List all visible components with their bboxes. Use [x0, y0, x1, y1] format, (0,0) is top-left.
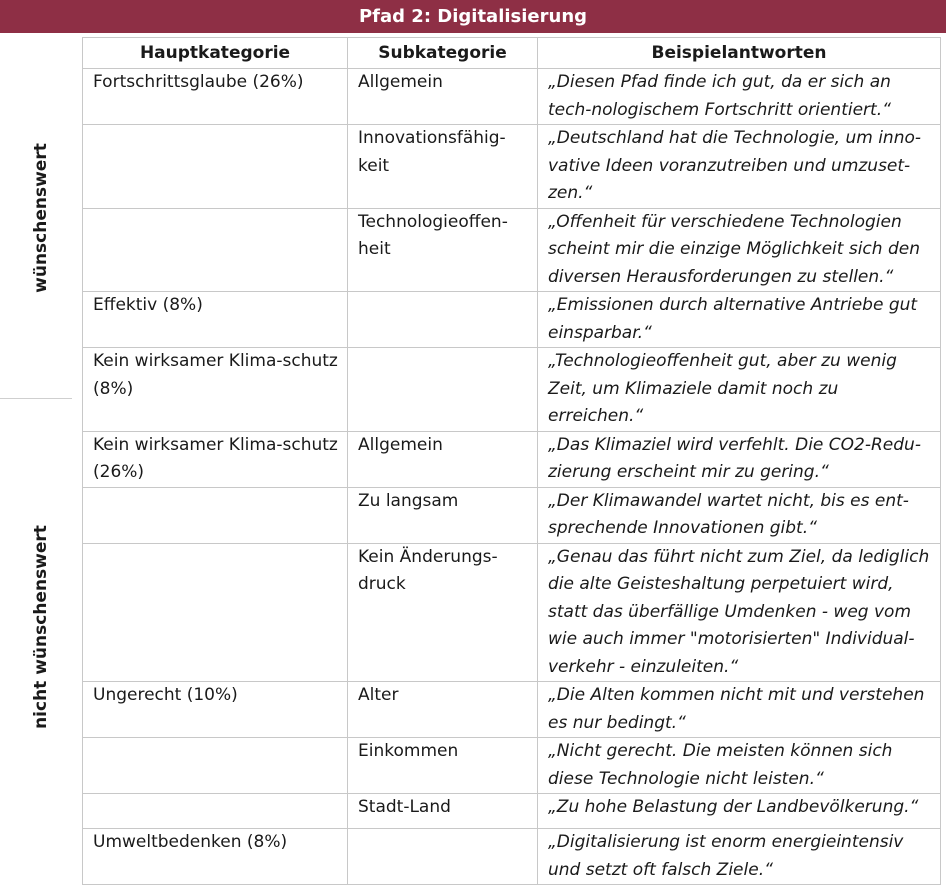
example-answer-cell: „Offenheit für verschiedene Technologien scheint mir die einzige Möglichkeit sich den diversen Herausforderungen zu stellen.“: [538, 208, 941, 292]
table-row: [83, 487, 941, 543]
example-answer-cell: „Diesen Pfad finde ich gut, da er sich an tech-nologischem Fortschritt orientiert.“: [538, 69, 941, 125]
header-row: [83, 38, 941, 69]
main-category-cell: [83, 487, 348, 543]
side-column-upper: [0, 37, 82, 398]
table-row: [83, 69, 941, 125]
main-category-cell: Kein wirksamer Klima-schutz (8%): [83, 348, 348, 432]
table-row: [83, 829, 941, 885]
subcategory-cell: Technologieoffen-heit: [348, 208, 538, 292]
subcategory-cell: Kein Änderungs-druck: [348, 543, 538, 682]
example-answer-cell: „Nicht gerecht. Die meisten können sich diese Technologie nicht leisten.“: [538, 738, 941, 794]
table-row: [83, 794, 941, 829]
main-category-cell: [83, 208, 348, 292]
header-example-answers: Beispielantworten: [538, 38, 941, 69]
example-answer-cell: „Das Klimaziel wird verfehlt. Die CO2-Redu-zierung erscheint mir zu gering.“: [538, 431, 941, 487]
category-table: [82, 37, 941, 885]
table-title: Pfad 2: Digitalisierung: [0, 0, 946, 33]
example-answer-cell: „Emissionen durch alternative Antriebe gut einsparbar.“: [538, 292, 941, 348]
example-answer-cell: „Die Alten kommen nicht mit und verstehen es nur bedingt.“: [538, 682, 941, 738]
example-answer-cell: „Genau das führt nicht zum Ziel, da lediglich die alte Geisteshaltung perpetuiert wird, statt das überfällige Umdenken - weg vom wie auch immer "motorisierten" Individual-verkehr - einzuleiten.“: [538, 543, 941, 682]
main-category-cell: [83, 794, 348, 829]
example-answer-cell: „Der Klimawandel wartet nicht, bis es ent-sprechende Innovationen gibt.“: [538, 487, 941, 543]
side-label-desirable: wünschenswert: [31, 142, 51, 293]
main-category-cell: [83, 125, 348, 209]
table-row: [83, 738, 941, 794]
subcategory-cell: Stadt-Land: [348, 794, 538, 829]
example-answer-cell: „Zu hohe Belastung der Landbevölkerung.“: [538, 794, 941, 829]
subcategory-cell: Einkommen: [348, 738, 538, 794]
subcategory-cell: Innovationsfähig-keit: [348, 125, 538, 209]
table-row: [83, 543, 941, 682]
header-main-category: Hauptkategorie: [83, 38, 348, 69]
subcategory-cell: Allgemein: [348, 431, 538, 487]
table-row: [83, 208, 941, 292]
main-category-cell: Umweltbedenken (8%): [83, 829, 348, 885]
subcategory-cell: Zu langsam: [348, 487, 538, 543]
header-subcategory: Subkategorie: [348, 38, 538, 69]
main-category-cell: Ungerecht (10%): [83, 682, 348, 738]
example-answer-cell: „Digitalisierung ist enorm energieintensiv und setzt oft falsch Ziele.“: [538, 829, 941, 885]
table-row: [83, 348, 941, 432]
subcategory-cell: Alter: [348, 682, 538, 738]
example-answer-cell: „Deutschland hat die Technologie, um inno-vative Ideen voranzutreiben und umzuset-zen.“: [538, 125, 941, 209]
table-row: [83, 682, 941, 738]
table-row: [83, 292, 941, 348]
subcategory-cell: [348, 348, 538, 432]
main-category-cell: Kein wirksamer Klima-schutz (26%): [83, 431, 348, 487]
main-category-cell: [83, 543, 348, 682]
table-row: [83, 431, 941, 487]
side-column-lower: [0, 399, 82, 855]
side-label-undesirable: nicht wünschenswert: [31, 525, 51, 729]
example-answer-cell: „Technologieoffenheit gut, aber zu wenig Zeit, um Klimaziele damit noch zu erreichen.“: [538, 348, 941, 432]
table-row: [83, 125, 941, 209]
subcategory-cell: Allgemein: [348, 69, 538, 125]
subcategory-cell: [348, 829, 538, 885]
main-category-cell: Fortschrittsglaube (26%): [83, 69, 348, 125]
main-category-cell: [83, 738, 348, 794]
main-category-cell: Effektiv (8%): [83, 292, 348, 348]
subcategory-cell: [348, 292, 538, 348]
